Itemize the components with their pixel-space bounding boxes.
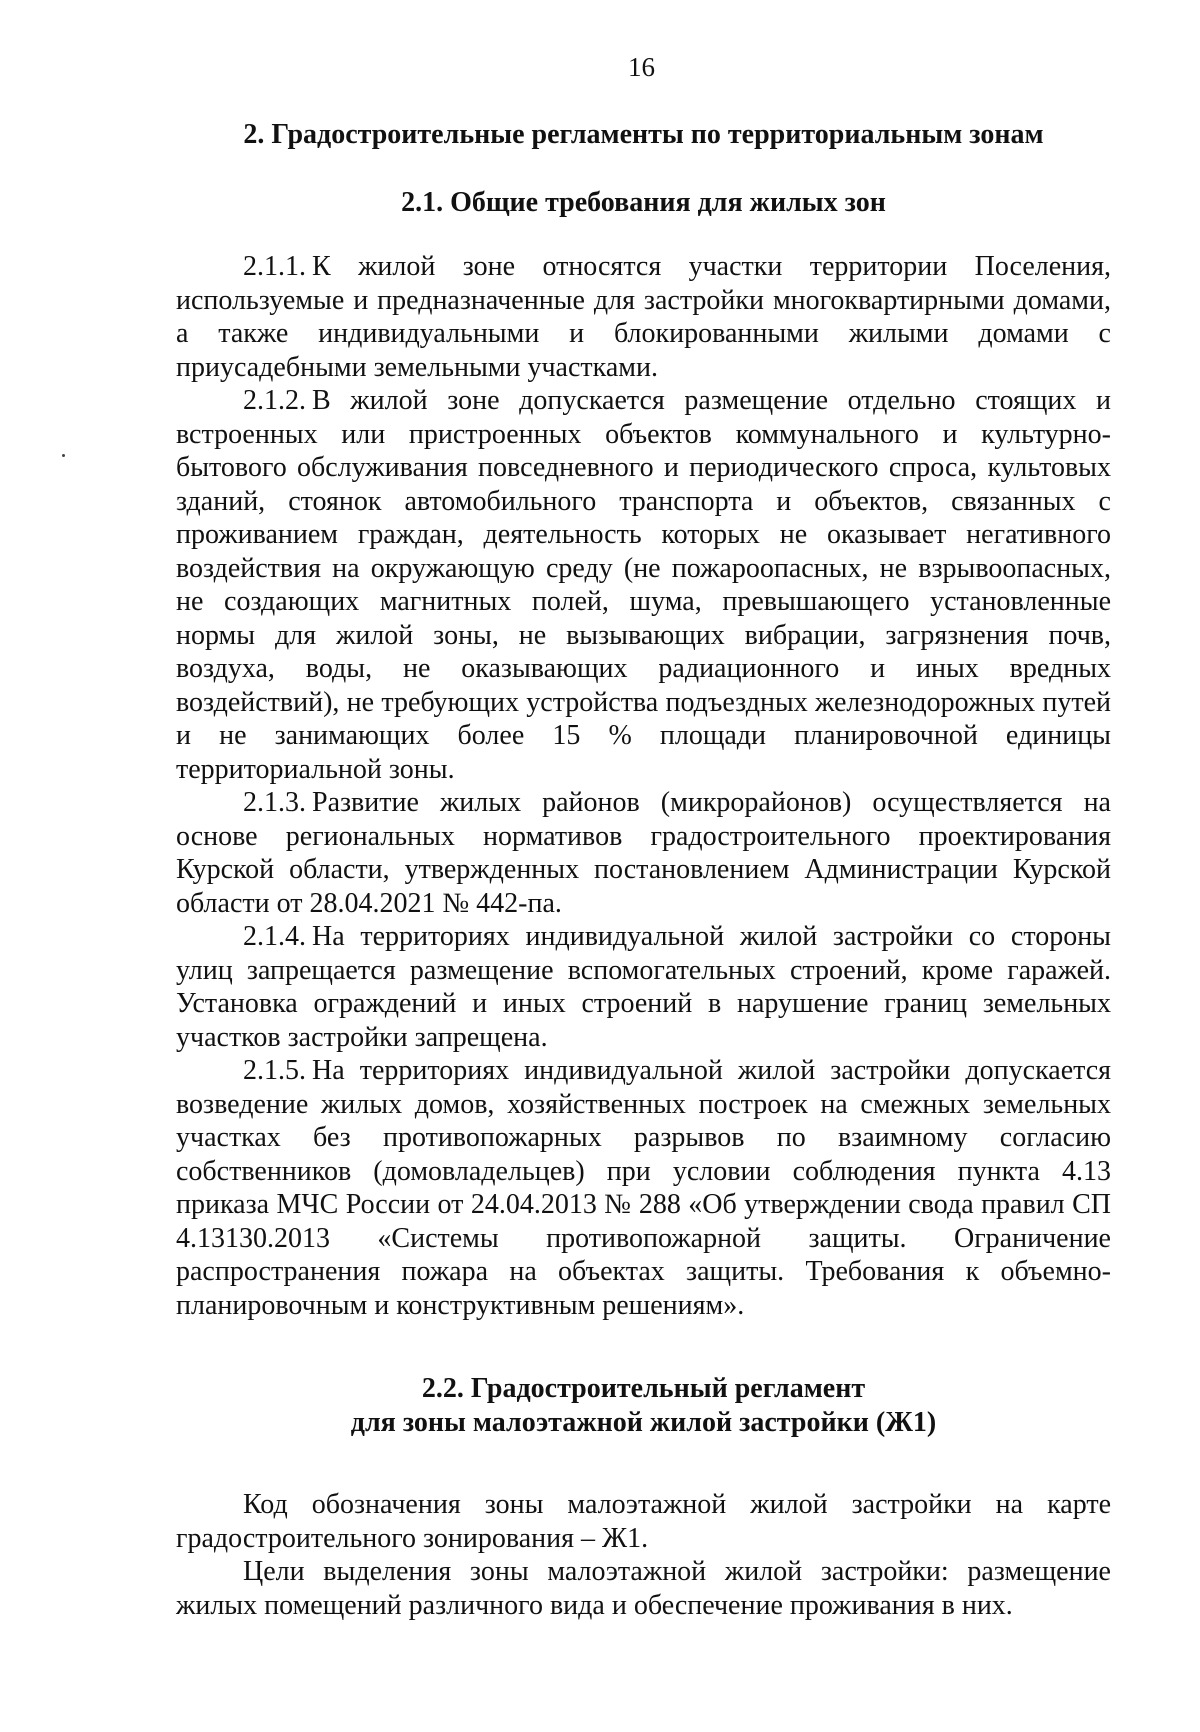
subsection-title-line-2: для зоны малоэтажной жилой застройки (Ж1) [350,1407,937,1438]
paragraph-2-1-2 [176,384,1111,786]
subsection-title-line-1: 2.2. Градостроительный регламент [421,1373,866,1404]
scan-speck [62,454,65,457]
subsection-2-1-paragraphs [176,250,1111,1322]
paragraph-zone-code: Код обозначения зоны малоэтажной жилой застройки на карте градостроительного зонирования – Ж1. [176,1489,1111,1554]
paragraph-zone-goals: Цели выделения зоны малоэтажной жилой застройки: размещение жилых помещений различного вида и обеспечение проживания в них. [176,1556,1111,1621]
subsection-title-2-1: 2.1. Общие требования для жилых зон [401,187,886,218]
paragraph-number: 2.1.4. [243,921,306,952]
subsection-2-2-paragraphs [176,1488,1111,1622]
paragraph-text: На территориях индивидуальной жилой застройки допускается возведение жилых домов, хозяйственных построек на смежных земельных участках без противопожарных разрывов по взаимному согласию собственников (домовладельцев) при условии соблюдения пункта 4.13 приказа МЧС России от 24.04.2013 № 288 «Об утверждении свода правил СП 4.13130.2013 «Системы противопожарной защиты. Ограничение распространения пожара на объектах защиты. Требования к объемно-планировочным и конструктивным решениям». [176,1055,1111,1321]
page-number: 16 [628,52,655,82]
paragraph-number: 2.1.2. [243,385,306,416]
paragraph-2-1-5 [176,1054,1111,1322]
paragraph-number: 2.1.1. [243,251,306,282]
paragraph-number: 2.1.5. [243,1055,306,1086]
paragraph-number: 2.1.3. [243,787,306,818]
paragraph-2-1-1 [176,250,1111,384]
subsection-title-2-2 [176,1372,1111,1440]
paragraph-2-1-4 [176,920,1111,1054]
paragraph-text: Развитие жилых районов (микрорайонов) осуществляется на основе региональных нормативов градостроительного проектирования Курской области, утвержденных постановлением Администрации Курской области от 28.04.2021 № 442-па. [176,787,1111,919]
section-title: 2. Градостроительные регламенты по территориальным зонам [243,119,1044,150]
paragraph-2-1-3 [176,786,1111,920]
paragraph-text: В жилой зоне допускается размещение отдельно стоящих и встроенных или пристроенных объектов коммунального и культурно-бытового обслуживания повседневного и периодического спроса, культовых зданий, стоянок автомобильного транспорта и объектов, связанных с проживанием граждан, деятельность которых не оказывает негативного воздействия на окружающую среду (не пожароопасных, не взрывоопасных, не создающих магнитных полей, шума, превышающего установленные нормы для жилой зоны, не вызывающих вибрации, загрязнения почв, воздуха, воды, не оказывающих радиационного и иных вредных воздействий), не требующих устройства подъездных железнодорожных путей и не занимающих более 15 % площади планировочной единицы территориальной зоны. [176,385,1111,785]
paragraph-text: На территориях индивидуальной жилой застройки со стороны улиц запрещается размещение вспомогательных строений, кроме гаражей. Установка ограждений и иных строений в нарушение границ земельных участков застройки запрещена. [176,921,1111,1053]
paragraph-text: К жилой зоне относятся участки территории Поселения, используемые и предназначенные для застройки многоквартирными домами, а также индивидуальными и блокированными жилыми домами с приусадебными земельными участками. [176,251,1111,383]
document-body [176,118,1111,1622]
